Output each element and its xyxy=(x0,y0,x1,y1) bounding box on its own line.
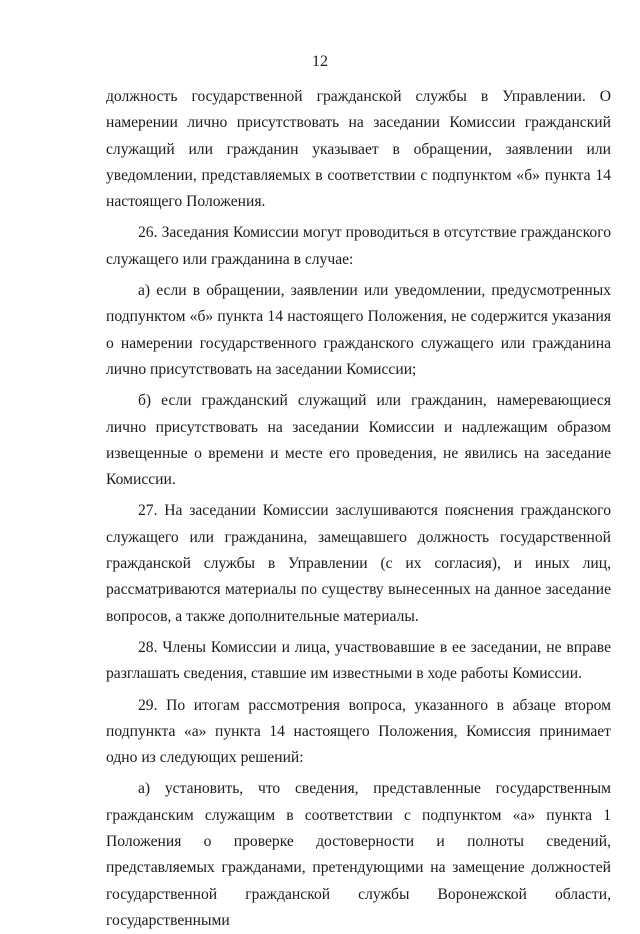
paragraph-clause-26-a: а) если в обращении, заявлении или уведомлении, предусмотренных подпунктом «б» пункта 14 настоящего Положения, не содержится указания о намерении государственного гражданского служащего или гражданина лично присутствовать на заседании Комиссии; xyxy=(106,282,611,378)
paragraph-clause-29: 29. По итогам рассмотрения вопроса, указанного в абзаце втором подпункта «а» пункта 14 настоящего Положения, Комиссия принимает одно из следующих решений: xyxy=(106,696,611,767)
paragraph-clause-28: 28. Члены Комиссии и лица, участвовавшие в ее заседании, не вправе разглашать сведения, ставшие им известными в ходе работы Комиссии. xyxy=(106,638,611,683)
document-body xyxy=(106,84,611,934)
paragraph-clause-27: 27. На заседании Комиссии заслушиваются пояснения гражданского служащего или гражданина, замещавшего должность государственной гражданской службы в Управлении (с их согласия), и иных лиц, рассматриваются материалы по существу вынесенных на данное заседание вопросов, а также дополнительные материалы. xyxy=(106,502,611,625)
paragraph-clause-26-b: б) если гражданский служащий или гражданин, намеревающиеся лично присутствовать на заседании Комиссии и надлежащим образом извещенные о времени и месте его проведения, не явились на заседание Комиссии. xyxy=(106,392,611,489)
paragraph-clause-26: 26. Заседания Комиссии могут проводиться в отсутствие гражданского служащего или гражданина в случае: xyxy=(106,224,611,268)
paragraph-clause-29-a: а) установить, что сведения, представленные государственным гражданским служащим в соответствии с подпунктом «а» пункта 1 Положения о проверке достоверности и полноты сведений, представляемых гражданами, претендующими на замещение должностей государственной гражданской службы Воронежской области, государственными xyxy=(106,780,611,929)
page-number: 12 xyxy=(312,53,328,70)
paragraph-continuation: должность государственной гражданской службы в Управлении. О намерении лично присутствовать на заседании Комиссии гражданский служащий или гражданин указывает в обращении, заявлении или уведомлении, представляемых в соответствии с подпунктом «б» пункта 14 настоящего Положения. xyxy=(106,88,611,211)
